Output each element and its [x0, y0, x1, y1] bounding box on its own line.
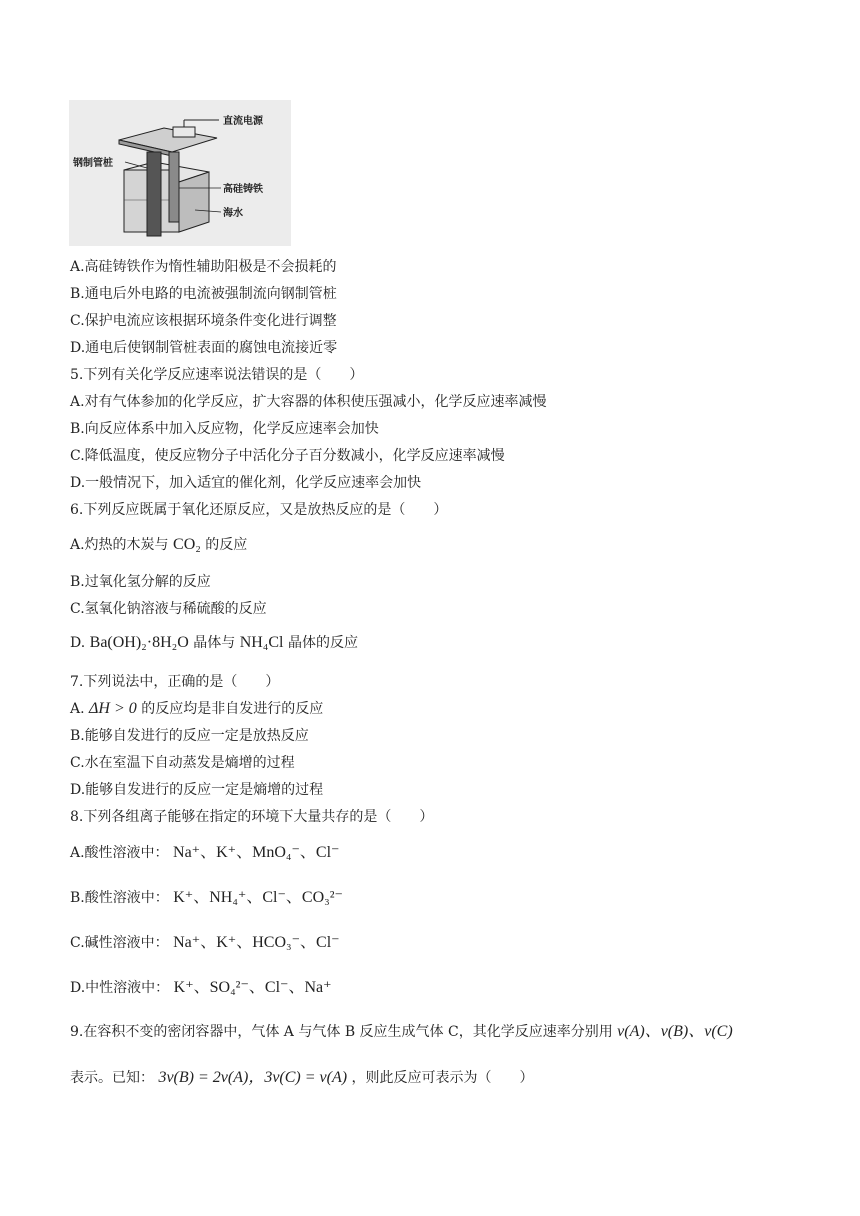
q6-option-c: C.氢氧化钠溶液与稀硫酸的反应: [70, 601, 267, 617]
q6-d-suffix: 晶体的反应: [287, 635, 358, 651]
q6-a-suffix: 的反应: [205, 537, 248, 553]
silicon-iron-anode: [169, 152, 179, 222]
q8-c-prefix: C.碱性溶液中：: [70, 935, 169, 951]
q8-option-b: [70, 889, 343, 907]
q6-d-formula-2: NH₄Cl: [239, 634, 284, 651]
q8-option-d: [70, 979, 332, 997]
q7-a-prefix: A.: [70, 701, 85, 717]
label-anode: 高硅铸铁: [223, 184, 263, 195]
q5-option-a: A.对有气体参加的化学反应，扩大容器的体积使压强减小，化学反应速率减慢: [70, 394, 547, 410]
q7-option-c: C.水在室温下自动蒸发是熵增的过程: [70, 755, 295, 771]
q7-stem: 7.下列说法中，正确的是（ ）: [70, 674, 280, 690]
q8-c-ions: Na⁺、K⁺、HCO₃⁻、Cl⁻: [173, 934, 340, 951]
apparatus-figure: [69, 100, 291, 246]
steel-pile: [147, 152, 161, 236]
q5-option-d: D.一般情况下，加入适宜的催化剂，化学反应速率会加快: [70, 475, 422, 491]
q6-option-a: [70, 536, 247, 554]
q7-a-math: ΔH > 0: [89, 700, 137, 717]
q8-b-prefix: B.酸性溶液中：: [70, 890, 169, 906]
q8-d-prefix: D.中性溶液中：: [70, 980, 170, 996]
q9-line-1-text: 9.在容积不变的密闭容器中，气体 A 与气体 B 反应生成气体 C，其化学反应速率分别用: [70, 1024, 613, 1040]
q8-stem: 8.下列各组离子能够在指定的环境下大量共存的是（ ）: [70, 809, 434, 825]
q6-d-formula-1: Ba(OH)₂·8H₂O: [89, 634, 189, 651]
q8-a-prefix: A.酸性溶液中：: [70, 845, 169, 861]
q6-stem: 6.下列反应既属于氧化还原反应，又是放热反应的是（ ）: [70, 502, 448, 518]
q4-option-b: B.通电后外电路的电流被强制流向钢制管桩: [70, 286, 337, 302]
q6-d-prefix: D.: [70, 635, 86, 651]
label-steel-pile: 钢制管桩: [73, 158, 113, 169]
q8-option-c: [70, 934, 340, 952]
power-supply-icon: [173, 127, 195, 137]
q6-a-prefix: A.灼热的木炭与: [70, 537, 169, 553]
q9-line-1: [70, 1023, 733, 1041]
q5-option-b: B.向反应体系中加入反应物，化学反应速率会加快: [70, 421, 379, 437]
q4-option-a: A.高硅铸铁作为惰性辅助阳极是不会损耗的: [70, 259, 337, 275]
q6-a-formula: CO₂: [173, 536, 201, 553]
q5-option-c: C.降低温度，使反应物分子中活化分子百分数减小，化学反应速率减慢: [70, 448, 505, 464]
q9-line-2-suffix: ，则此反应可表示为（ ）: [351, 1070, 534, 1086]
q5-stem: 5.下列有关化学反应速率说法错误的是（ ）: [70, 367, 364, 383]
q8-option-a: [70, 844, 340, 862]
q7-option-a: [70, 700, 323, 718]
q7-a-suffix: 的反应均是非自发进行的反应: [141, 701, 324, 717]
apparatus-drawing: [69, 100, 291, 246]
q9-line-2: [70, 1069, 534, 1087]
q6-option-b: B.过氧化氢分解的反应: [70, 574, 211, 590]
q9-line-2-math: 3v(B) = 2v(A)，3v(C) = v(A): [158, 1069, 348, 1086]
q4-option-d: D.通电后使钢制管桩表面的腐蚀电流接近零: [70, 340, 338, 356]
q6-option-d: [70, 634, 358, 652]
q8-b-ions: K⁺、NH₄⁺、Cl⁻、CO₃²⁻: [173, 889, 343, 906]
q6-d-middle: 晶体与: [193, 635, 236, 651]
q8-d-ions: K⁺、SO₄²⁻、Cl⁻、Na⁺: [173, 979, 332, 996]
q7-option-d: D.能够自发进行的反应一定是熵增的过程: [70, 782, 324, 798]
label-seawater: 海水: [223, 208, 243, 219]
q8-a-ions: Na⁺、K⁺、MnO₄⁻、Cl⁻: [173, 844, 340, 861]
q4-option-c: C.保护电流应该根据环境条件变化进行调整: [70, 313, 337, 329]
q7-option-b: B.能够自发进行的反应一定是放热反应: [70, 728, 309, 744]
q9-line-1-math: v(A)、v(B)、v(C): [617, 1023, 733, 1040]
label-power-supply: 直流电源: [223, 116, 263, 127]
q9-line-2-text: 表示。已知：: [70, 1070, 154, 1086]
